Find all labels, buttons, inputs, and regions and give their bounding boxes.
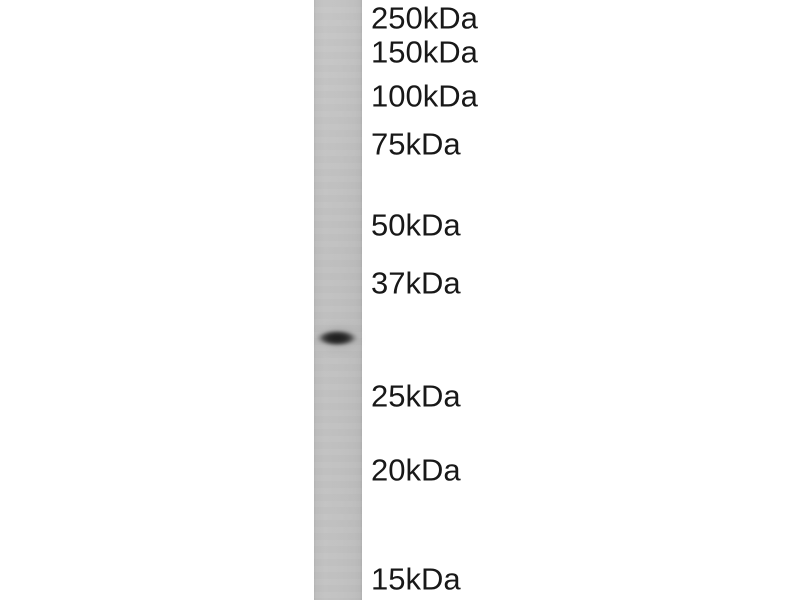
gel-lane xyxy=(314,0,362,600)
mw-marker-label: 25kDa xyxy=(371,378,461,414)
mw-marker-label: 100kDa xyxy=(371,78,478,114)
gel-lane-texture xyxy=(314,0,362,600)
mw-marker-label: 250kDa xyxy=(371,0,478,36)
protein-band xyxy=(314,328,362,348)
mw-marker-label: 15kDa xyxy=(371,561,461,597)
mw-marker-label: 20kDa xyxy=(371,452,461,488)
mw-marker-label: 50kDa xyxy=(371,207,461,243)
mw-marker-label: 75kDa xyxy=(371,126,461,162)
mw-marker-label: 150kDa xyxy=(371,34,478,70)
mw-marker-label: 37kDa xyxy=(371,265,461,301)
